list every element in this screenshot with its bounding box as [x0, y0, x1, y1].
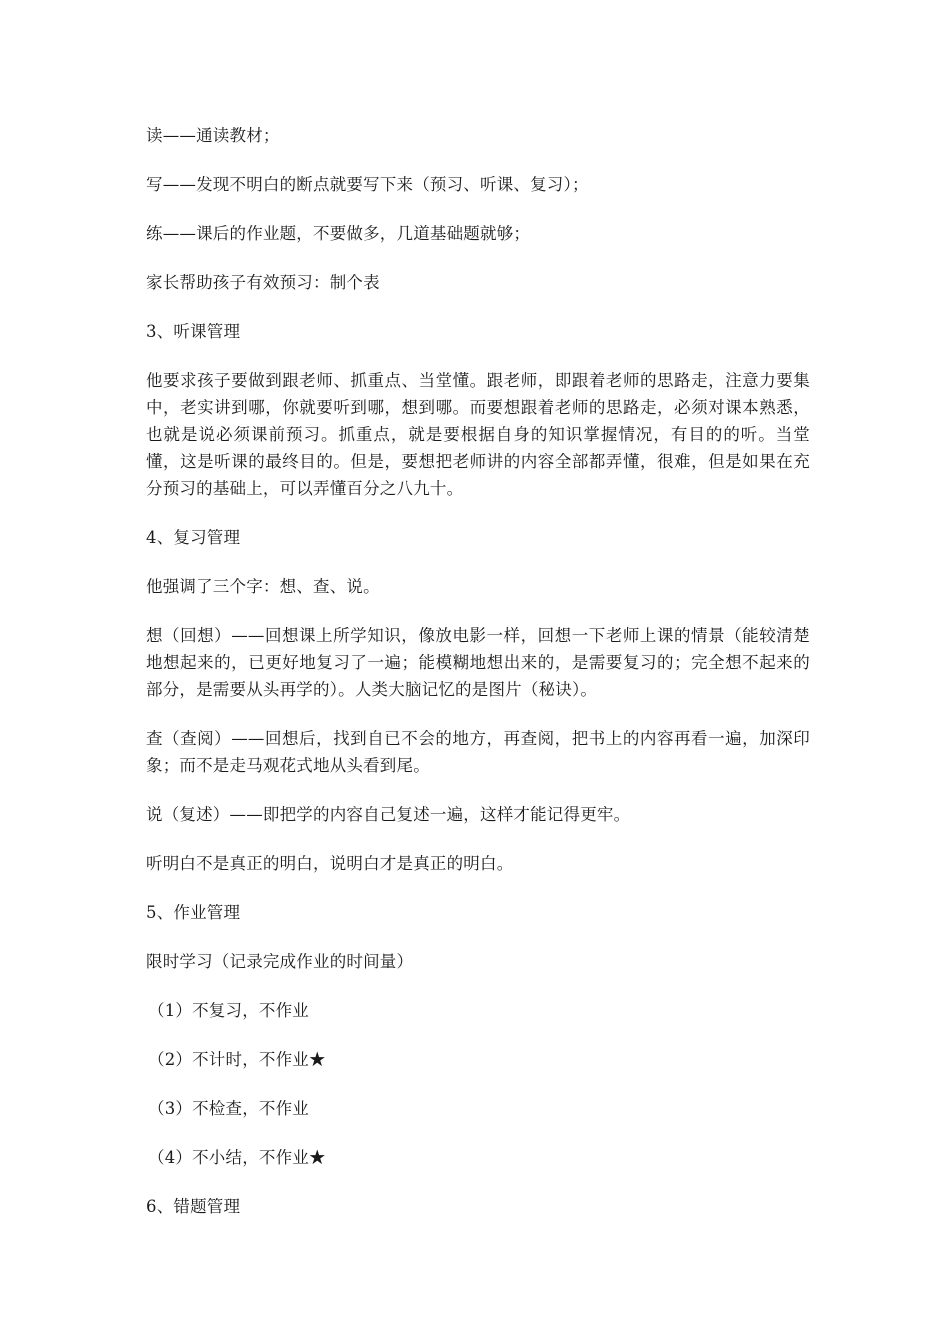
paragraph-parent-help: 家长帮助孩子有效预习：制个表 — [146, 273, 380, 292]
paragraph-practice: 练——课后的作业题，不要做多，几道基础题就够； — [146, 224, 531, 243]
paragraph-three-words: 他强调了三个字：想、查、说。 — [146, 577, 380, 596]
section-heading-listening: 3、听课管理 — [146, 322, 241, 341]
section-heading-mistakes: 6、错题管理 — [146, 1197, 241, 1216]
paragraph-timed-study: 限时学习（记录完成作业的时间量） — [146, 952, 414, 971]
list-item: （1）不复习，不作业 — [148, 1001, 309, 1020]
paragraph-understanding: 听明白不是真正的明白，说明白才是真正的明白。 — [146, 854, 514, 873]
section-heading-review: 4、复习管理 — [146, 528, 241, 547]
paragraph-read: 读——通读教材； — [146, 126, 280, 145]
paragraph-retell: 说（复述）——即把学的内容自己复述一遍，这样才能记得更牢。 — [146, 805, 631, 824]
paragraph-listening-body: 他要求孩子要做到跟老师、抓重点、当堂懂。跟老师，即跟着老师的思路走，注意力要集中，老实讲到哪，你就要听到哪，想到哪。而要想跟着老师的思路走，必须对课本熟悉，也就是说必须课前预习。抓重点，就是要根据自身的知识掌握情况，有目的的听。当堂懂，这是听课的最终目的。但是，要想把老师讲的内容全部都弄懂，很难，但是如果在充分预习的基础上，可以弄懂百分之八九十。 — [146, 371, 810, 498]
section-heading-homework: 5、作业管理 — [146, 903, 241, 922]
paragraph-write: 写——发现不明白的断点就要写下来（预习、听课、复习）； — [146, 175, 589, 194]
list-item: （4）不小结，不作业★ — [148, 1148, 326, 1167]
list-item: （2）不计时，不作业★ — [148, 1050, 326, 1069]
paragraph-check: 查（查阅）——回想后，找到自已不会的地方，再查阅，把书上的内容再看一遍，加深印象；而不是走马观花式地从头看到尾。 — [146, 729, 810, 775]
list-item: （3）不检查，不作业 — [148, 1099, 309, 1118]
document-body — [146, 122, 810, 1242]
paragraph-recall: 想（回想）——回想课上所学知识，像放电影一样，回想一下老师上课的情景（能较清楚地想起来的，已更好地复习了一遍；能模糊地想出来的，是需要复习的；完全想不起来的部分，是需要从头再学的）。人类大脑记忆的是图片（秘诀）。 — [146, 626, 810, 699]
